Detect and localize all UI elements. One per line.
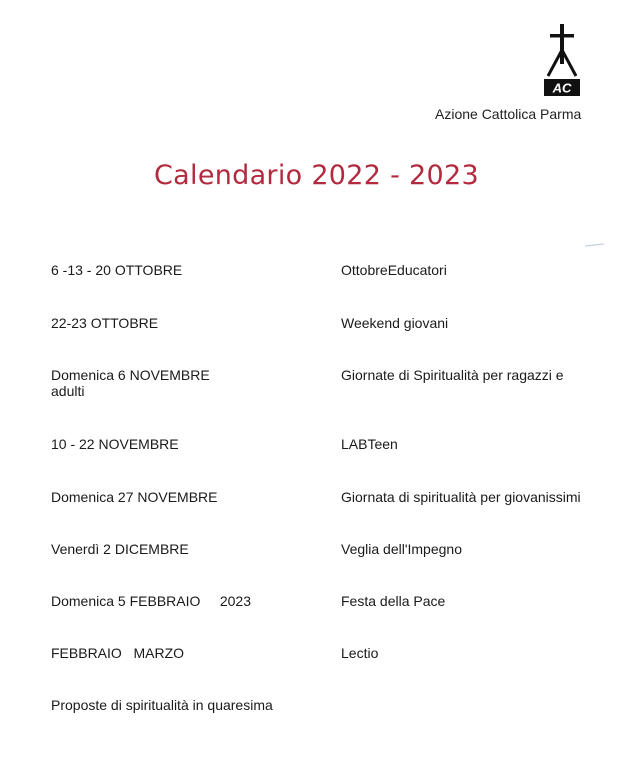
page-title: Calendario 2022 - 2023 [154, 160, 479, 191]
entry-date: FEBBRAIO MARZO [51, 645, 185, 661]
entry-date: 6 -13 - 20 OTTOBRE [51, 262, 183, 278]
entry-event: Giornate di Spiritualità per ragazzi e [341, 367, 564, 383]
organization-name: Azione Cattolica Parma [435, 106, 582, 122]
logo-text: AC [552, 80, 572, 96]
azione-cattolica-logo [542, 22, 582, 98]
entry-date: Domenica 5 FEBBRAIO 2023 [51, 593, 251, 609]
entry-event: Festa della Pace [341, 593, 446, 609]
entry-event: Weekend giovani [341, 315, 449, 331]
entry-event: LABTeen [341, 436, 398, 452]
entry-event: Lectio [341, 645, 379, 661]
cross-icon [548, 24, 576, 76]
entry-event: Giornata di spiritualità per giovanissimi [341, 489, 581, 505]
entry-event: OttobreEducatori [341, 262, 447, 278]
entry-date: Venerdì 2 DICEMBRE [51, 541, 189, 557]
entry-date: Domenica 27 NOVEMBRE [51, 489, 218, 505]
entry-event-continuation: adulti [51, 383, 85, 399]
entry-date: 10 - 22 NOVEMBRE [51, 436, 179, 452]
footer-note: Proposte di spiritualità in quaresima [51, 697, 273, 713]
entry-date: 22-23 OTTOBRE [51, 315, 159, 331]
entry-event: Veglia dell'Impegno [341, 541, 462, 557]
scan-artifact [584, 240, 606, 250]
entry-date: Domenica 6 NOVEMBRE [51, 367, 210, 383]
